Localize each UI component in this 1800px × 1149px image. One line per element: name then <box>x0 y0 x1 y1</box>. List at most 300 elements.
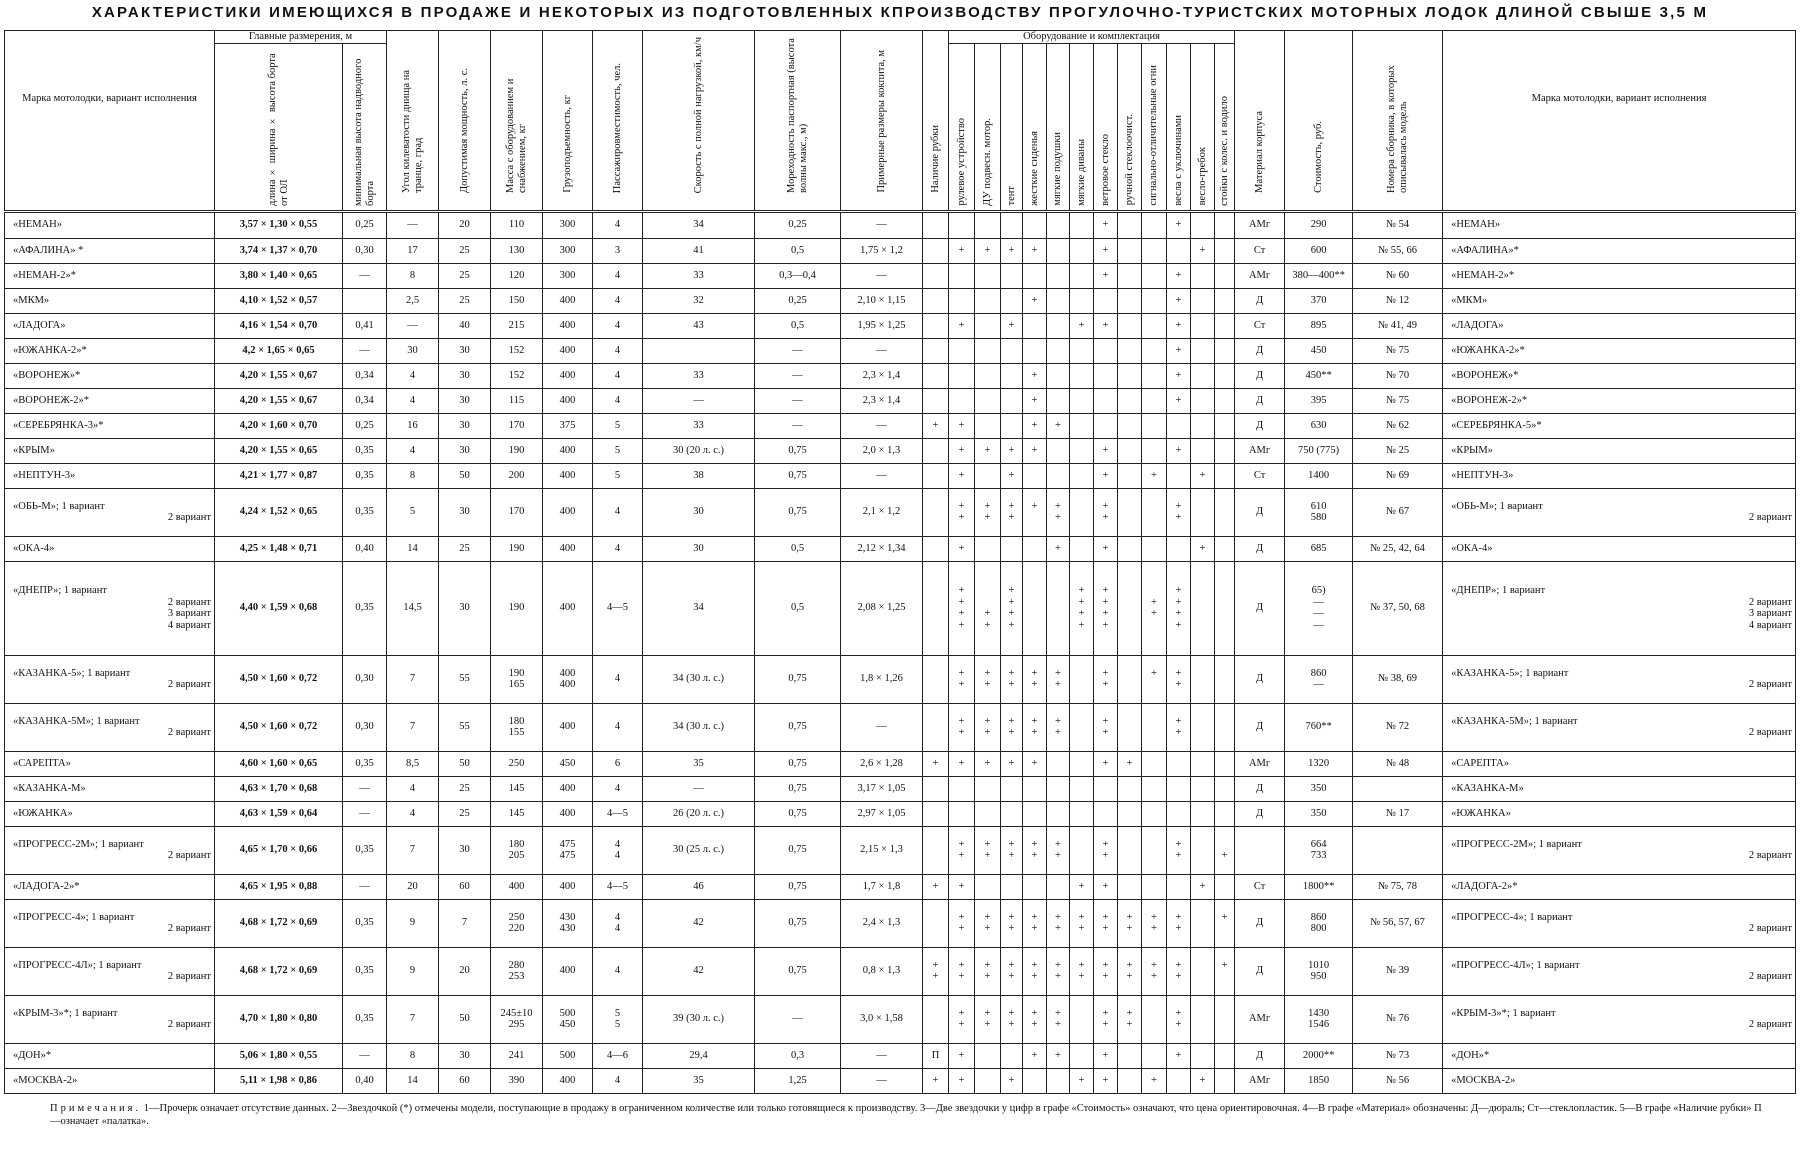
cell-line: «КАЗАНКА-5»; 1 вариант <box>13 667 131 679</box>
equipment-mark <box>1194 395 1211 407</box>
equipment-cell <box>1047 1068 1070 1093</box>
equipment-cell <box>1167 363 1191 388</box>
equipment-cell <box>1094 561 1118 655</box>
payload-cell <box>543 536 593 561</box>
cell-line: «МОСКВА-2» <box>1451 1075 1516 1087</box>
equipment-cell <box>1094 874 1118 899</box>
equipment-mark: + <box>984 838 991 850</box>
equipment-mark <box>1194 445 1211 457</box>
cost-cell <box>1285 438 1353 463</box>
equipment-cell <box>1001 874 1023 899</box>
cell-line: «КРЫМ» <box>13 444 55 456</box>
capacity-cell <box>593 488 643 536</box>
equipment-cell <box>1047 313 1070 338</box>
boat-name-right-cell <box>1443 874 1796 899</box>
power-cell: 55 <box>439 703 491 751</box>
capacity-cell <box>593 703 643 751</box>
seaworthiness-cell: 0,75 <box>755 488 841 536</box>
equipment-mark <box>952 219 971 231</box>
equipment-cell <box>975 238 1001 263</box>
equipment-cell <box>1142 313 1167 338</box>
equipment-cell <box>949 263 975 288</box>
equipment-mark <box>1145 320 1163 332</box>
issues-cell: № 75, 78 <box>1353 874 1443 899</box>
equipment-mark <box>1170 245 1187 257</box>
boat-name-cell <box>5 703 215 751</box>
cell-line: 1430 <box>1308 1007 1330 1019</box>
equipment-cell <box>1118 338 1142 363</box>
freeboard-cell: 0,40 <box>343 536 387 561</box>
equipment-cell <box>1118 995 1142 1043</box>
equipment-cell <box>1167 1068 1191 1093</box>
boat-name-cell <box>5 751 215 776</box>
cell-line: 190 <box>508 667 525 679</box>
deadrise-cell: 20 <box>387 874 439 899</box>
equipment-mark: + <box>958 585 965 597</box>
col-cockpit-header: Примерные размеры кокпита, м <box>841 31 923 212</box>
cell-line: «ОКА-4» <box>13 542 55 554</box>
seaworthiness-cell: — <box>755 388 841 413</box>
seaworthiness-cell: 0,75 <box>755 899 841 947</box>
equipment-mark <box>1145 270 1163 282</box>
equipment-mark <box>1145 543 1163 555</box>
seaworthiness-cell: — <box>755 338 841 363</box>
equipment-mark: + <box>1031 294 1038 306</box>
issues-cell: № 55, 66 <box>1353 238 1443 263</box>
cell-line: 4 <box>614 850 621 862</box>
cell-line: «КАЗАНКА-5М»; 1 вариант <box>13 715 140 727</box>
equipment-mark <box>1073 1008 1090 1020</box>
boat-name-cell <box>5 995 215 1043</box>
freeboard-cell: 0,25 <box>343 211 387 238</box>
boat-name-cell <box>5 488 215 536</box>
power-cell: 25 <box>439 776 491 801</box>
equipment-mark <box>1121 501 1138 513</box>
equipment-mark <box>1145 501 1163 513</box>
cost-cell <box>1285 1068 1353 1093</box>
payload-cell <box>543 1043 593 1068</box>
cabin-cell <box>923 801 949 826</box>
cell-line: 350 <box>1310 807 1327 819</box>
equipment-mark: + <box>1126 959 1133 971</box>
cell-line: 2 вариант <box>167 596 211 608</box>
power-cell: 30 <box>439 363 491 388</box>
capacity-cell <box>593 1068 643 1093</box>
cell-line: 400 <box>559 679 576 691</box>
equipment-cell <box>1047 488 1070 536</box>
equipment-cell <box>1118 751 1142 776</box>
cabin-cell <box>923 438 949 463</box>
equipment-mark <box>1050 345 1066 357</box>
equipment-cell <box>1142 413 1167 438</box>
seaworthiness-cell: 1,25 <box>755 1068 841 1093</box>
boat-name-cell <box>5 655 215 703</box>
equipment-mark <box>1050 808 1066 820</box>
equipment-mark: + <box>1102 1007 1109 1019</box>
cell-line <box>926 668 945 680</box>
equipment-mark: + <box>1175 619 1182 631</box>
mass-cell <box>491 438 543 463</box>
table-row <box>5 438 1796 463</box>
boat-name-right-cell <box>1443 826 1796 874</box>
cell-line: «КРЫМ-3»*; 1 вариант <box>1451 1007 1556 1019</box>
freeboard-cell: 0,35 <box>343 826 387 874</box>
equipment-mark <box>1073 512 1090 524</box>
capacity-cell <box>593 1043 643 1068</box>
capacity-cell <box>593 413 643 438</box>
cell-line <box>926 370 945 382</box>
freeboard-cell: 0,35 <box>343 488 387 536</box>
equipment-cell <box>949 463 975 488</box>
dims-cell: 4,21 × 1,77 × 0,87 <box>215 463 343 488</box>
equipment-cell <box>1215 338 1235 363</box>
equipment-cell <box>1001 703 1023 751</box>
equipment-mark <box>1121 470 1138 482</box>
col-dims-header: длина × ширина × высота борта от ОЛ <box>215 43 343 211</box>
deadrise-cell: 14 <box>387 536 439 561</box>
equipment-mark: + <box>1031 244 1038 256</box>
cell-line: 2 вариант <box>167 679 211 691</box>
equipment-mark <box>1121 608 1138 620</box>
table-row <box>5 238 1796 263</box>
power-cell: 30 <box>439 488 491 536</box>
power-cell: 30 <box>439 561 491 655</box>
equipment-mark <box>978 270 997 282</box>
equipment-mark <box>1073 1019 1090 1031</box>
material-cell: Д <box>1235 363 1285 388</box>
cockpit-cell: 2,10 × 1,15 <box>841 288 923 313</box>
material-cell: Д <box>1235 488 1285 536</box>
material-cell: Д <box>1235 388 1285 413</box>
cockpit-cell: 3,0 × 1,58 <box>841 995 923 1043</box>
equipment-cell <box>949 561 975 655</box>
col-equip-header: рулевое устройство <box>949 43 975 211</box>
cell-line <box>926 620 945 632</box>
equipment-mark: + <box>958 500 965 512</box>
equipment-cell <box>1094 801 1118 826</box>
equipment-mark: + <box>1055 971 1061 983</box>
power-cell: 30 <box>439 1043 491 1068</box>
cabin-cell <box>923 288 949 313</box>
equipment-mark <box>1050 620 1066 632</box>
mass-cell <box>491 363 543 388</box>
cell-line: «ВОРОНЕЖ»* <box>1451 369 1519 381</box>
cost-cell <box>1285 388 1353 413</box>
seaworthiness-cell: 0,25 <box>755 211 841 238</box>
equipment-cell <box>1047 776 1070 801</box>
equipment-mark <box>1218 245 1231 257</box>
equipment-cell <box>1118 288 1142 313</box>
cost-cell <box>1285 288 1353 313</box>
boat-name-right-cell <box>1443 463 1796 488</box>
equipment-cell <box>1001 338 1023 363</box>
equipment-cell <box>1094 703 1118 751</box>
equipment-cell <box>949 899 975 947</box>
equipment-mark: + <box>1055 727 1061 739</box>
equipment-cell <box>949 1068 975 1093</box>
equipment-cell <box>1094 438 1118 463</box>
equipment-mark <box>1073 395 1090 407</box>
freeboard-cell: — <box>343 776 387 801</box>
equipment-mark <box>1004 370 1019 382</box>
freeboard-cell: 0,30 <box>343 703 387 751</box>
equipment-cell <box>949 313 975 338</box>
equipment-cell <box>1167 536 1191 561</box>
issues-cell: № 39 <box>1353 947 1443 995</box>
boats-table <box>4 30 1796 1094</box>
equipment-mark <box>1097 295 1114 307</box>
boat-name-cell <box>5 536 215 561</box>
mass-cell <box>491 776 543 801</box>
equipment-mark <box>1073 420 1090 432</box>
equipment-mark <box>1218 881 1231 893</box>
equipment-mark <box>1218 971 1231 983</box>
seaworthiness-cell: 0,75 <box>755 751 841 776</box>
equipment-mark <box>1050 608 1066 620</box>
equipment-mark <box>1073 839 1090 851</box>
equipment-mark <box>978 470 997 482</box>
boat-name-right-cell <box>1443 536 1796 561</box>
equipment-mark: + <box>1008 757 1015 769</box>
seaworthiness-cell: 0,75 <box>755 947 841 995</box>
deadrise-cell: 8 <box>387 463 439 488</box>
equipment-mark <box>1218 512 1231 524</box>
equipment-mark <box>1218 679 1231 691</box>
payload-cell <box>543 463 593 488</box>
cell-line: 350 <box>1310 782 1327 794</box>
equipment-mark <box>1218 320 1231 332</box>
speed-cell: 30 <box>643 488 755 536</box>
equipment-mark: + <box>1175 923 1182 935</box>
equipment-mark <box>1145 445 1163 457</box>
cell-line: 400 <box>559 506 576 518</box>
equipment-cell <box>1191 338 1215 363</box>
cabin-cell <box>923 263 949 288</box>
cabin-cell <box>923 536 949 561</box>
equipment-cell <box>1191 288 1215 313</box>
boat-name-right-cell <box>1443 561 1796 655</box>
material-cell: Д <box>1235 288 1285 313</box>
power-cell: 30 <box>439 338 491 363</box>
speed-cell: 33 <box>643 263 755 288</box>
payload-cell <box>543 947 593 995</box>
equipment-mark <box>1050 881 1066 893</box>
equipment-cell <box>1118 1043 1142 1068</box>
cell-line: 430 <box>559 911 576 923</box>
deadrise-cell: 4 <box>387 363 439 388</box>
equipment-cell <box>949 211 975 238</box>
equipment-mark: + <box>984 1007 991 1019</box>
equipment-mark: + <box>1031 1019 1038 1031</box>
equipment-mark <box>1145 808 1163 820</box>
material-cell: АМг <box>1235 1068 1285 1093</box>
col-seaworthiness-header: Мореходность паспортная (высота волны макс., м) <box>755 31 841 212</box>
equipment-mark: + <box>1151 923 1157 935</box>
cell-line: 895 <box>1310 319 1327 331</box>
speed-cell: 35 <box>643 1068 755 1093</box>
equipment-cell <box>1023 826 1047 874</box>
seaworthiness-cell: 0,75 <box>755 776 841 801</box>
issues-cell: № 62 <box>1353 413 1443 438</box>
payload-cell <box>543 263 593 288</box>
equipment-mark <box>1073 679 1090 691</box>
deadrise-cell: 4 <box>387 801 439 826</box>
cell-line: 2 вариант <box>167 727 211 739</box>
mass-cell <box>491 655 543 703</box>
equipment-mark <box>1004 270 1019 282</box>
equipment-mark: + <box>984 923 991 935</box>
cell-line <box>926 543 945 555</box>
cell-line: 152 <box>508 369 525 381</box>
cockpit-cell: 1,7 × 1,8 <box>841 874 923 899</box>
cell-line: 2000** <box>1302 1049 1335 1061</box>
deadrise-cell: 16 <box>387 413 439 438</box>
capacity-cell <box>593 338 643 363</box>
cell-line: 180 <box>508 838 525 850</box>
equipment-mark: + <box>1055 850 1061 862</box>
equipment-cell <box>1094 211 1118 238</box>
cell-line: 5 <box>614 444 621 456</box>
equipment-mark: + <box>1175 727 1182 739</box>
equipment-cell <box>1118 363 1142 388</box>
cell-line: 380—400** <box>1292 269 1345 281</box>
footnotes <box>50 1102 1770 1128</box>
equipment-cell <box>1023 874 1047 899</box>
equipment-cell <box>1070 313 1094 338</box>
equipment-mark <box>1194 512 1211 524</box>
equipment-cell <box>975 211 1001 238</box>
equipment-mark: + <box>1126 923 1133 935</box>
cell-line: 115 <box>508 394 525 406</box>
cell-line: 5 <box>614 469 621 481</box>
equipment-cell <box>1167 561 1191 655</box>
speed-cell: 34 <box>643 561 755 655</box>
col-equip-header: мягкие подушки <box>1047 43 1070 211</box>
equipment-mark: + <box>958 715 965 727</box>
equipment-mark: + <box>1175 667 1182 679</box>
equipment-mark: + <box>1008 959 1015 971</box>
seaworthiness-cell: — <box>755 363 841 388</box>
equipment-cell <box>1001 263 1023 288</box>
page-title: ХАРАКТЕРИСТИКИ ИМЕЮЩИХСЯ В ПРОДАЖЕ И НЕКОТОРЫХ ИЗ ПОДГОТОВЛЕННЫХ КПРОИЗВОДСТВУ ПРОГУЛОЧНО-ТУРИСТСКИХ МОТОРНЫХ ЛОДОК ДЛИНОЙ СВЫШЕ 3,5 М <box>91 4 1709 21</box>
equipment-cell <box>949 874 975 899</box>
equipment-mark: + <box>984 500 991 512</box>
table-row <box>5 561 1796 655</box>
boat-name-cell <box>5 211 215 238</box>
equipment-mark <box>1121 881 1138 893</box>
power-cell: 55 <box>439 655 491 703</box>
cost-cell <box>1285 947 1353 995</box>
cell-line: 860 <box>1310 911 1327 923</box>
seaworthiness-cell: 0,75 <box>755 438 841 463</box>
equipment-mark <box>1145 783 1163 795</box>
equipment-cell <box>1215 826 1235 874</box>
capacity-cell <box>593 899 643 947</box>
equipment-cell <box>1191 655 1215 703</box>
table-row <box>5 288 1796 313</box>
equipment-mark <box>1026 585 1043 597</box>
equipment-cell <box>1215 238 1235 263</box>
cell-line: «АФАЛИНА»* <box>1451 244 1519 256</box>
equipment-mark <box>1121 543 1138 555</box>
equipment-mark <box>1073 501 1090 513</box>
equipment-mark <box>1050 219 1066 231</box>
cell-line: 2 вариант <box>167 850 211 862</box>
equipment-cell <box>1167 488 1191 536</box>
equipment-mark <box>1026 1075 1043 1087</box>
cell-line: «СЕРЕБРЯНКА-5»* <box>1451 419 1542 431</box>
equipment-cell <box>1191 776 1215 801</box>
equipment-mark <box>1121 620 1138 632</box>
freeboard-cell: 0,30 <box>343 238 387 263</box>
equipment-mark <box>1218 923 1231 935</box>
cockpit-cell: — <box>841 703 923 751</box>
equipment-mark: + <box>1008 469 1015 481</box>
equipment-mark <box>1121 512 1138 524</box>
material-cell: Д <box>1235 1043 1285 1068</box>
cell-line: «ЛАДОГА» <box>13 319 66 331</box>
dims-cell: 4,65 × 1,95 × 0,88 <box>215 874 343 899</box>
equipment-mark: + <box>1221 911 1228 923</box>
speed-cell: 30 (25 л. с.) <box>643 826 755 874</box>
cell-line: «ЛАДОГА» <box>1451 319 1504 331</box>
equipment-mark: + <box>1102 444 1109 456</box>
mass-cell <box>491 703 543 751</box>
cell-line <box>926 445 945 457</box>
boat-name-cell <box>5 776 215 801</box>
equipment-cell <box>1215 776 1235 801</box>
cell-line: 4 <box>614 219 621 231</box>
equipment-mark <box>1194 923 1211 935</box>
issues-cell: № 75 <box>1353 388 1443 413</box>
cell-line: «МКМ» <box>1451 294 1488 306</box>
mass-cell <box>491 288 543 313</box>
cell-line: + <box>932 757 939 769</box>
equipment-mark: + <box>1102 838 1109 850</box>
deadrise-cell: 4 <box>387 776 439 801</box>
cell-line: 400 <box>508 880 525 892</box>
equipment-mark <box>1026 881 1043 893</box>
equipment-mark <box>1218 758 1231 770</box>
speed-cell: — <box>643 388 755 413</box>
equipment-mark <box>1145 219 1163 231</box>
equipment-cell <box>1023 1068 1047 1093</box>
equipment-mark <box>1194 1050 1211 1062</box>
equipment-cell <box>1167 874 1191 899</box>
equipment-mark <box>1004 420 1019 432</box>
cell-line: 4 <box>614 923 621 935</box>
equipment-mark <box>1073 727 1090 739</box>
equipment-mark <box>978 1075 997 1087</box>
equipment-mark: + <box>984 727 991 739</box>
equipment-mark <box>1004 783 1019 795</box>
equipment-cell <box>1167 313 1191 338</box>
equipment-cell <box>1001 1043 1023 1068</box>
cell-line: 630 <box>1310 419 1327 431</box>
cell-line: 200 <box>508 469 525 481</box>
equipment-mark <box>1218 370 1231 382</box>
equipment-cell <box>1167 263 1191 288</box>
equipment-cell <box>1070 536 1094 561</box>
equipment-cell <box>949 488 975 536</box>
equipment-cell <box>1167 776 1191 801</box>
cell-line: 4 <box>614 294 621 306</box>
cell-line: 950 <box>1310 971 1327 983</box>
table-row <box>5 363 1796 388</box>
boat-name-right-cell <box>1443 751 1796 776</box>
cell-line <box>926 270 945 282</box>
equipment-mark <box>1170 758 1187 770</box>
